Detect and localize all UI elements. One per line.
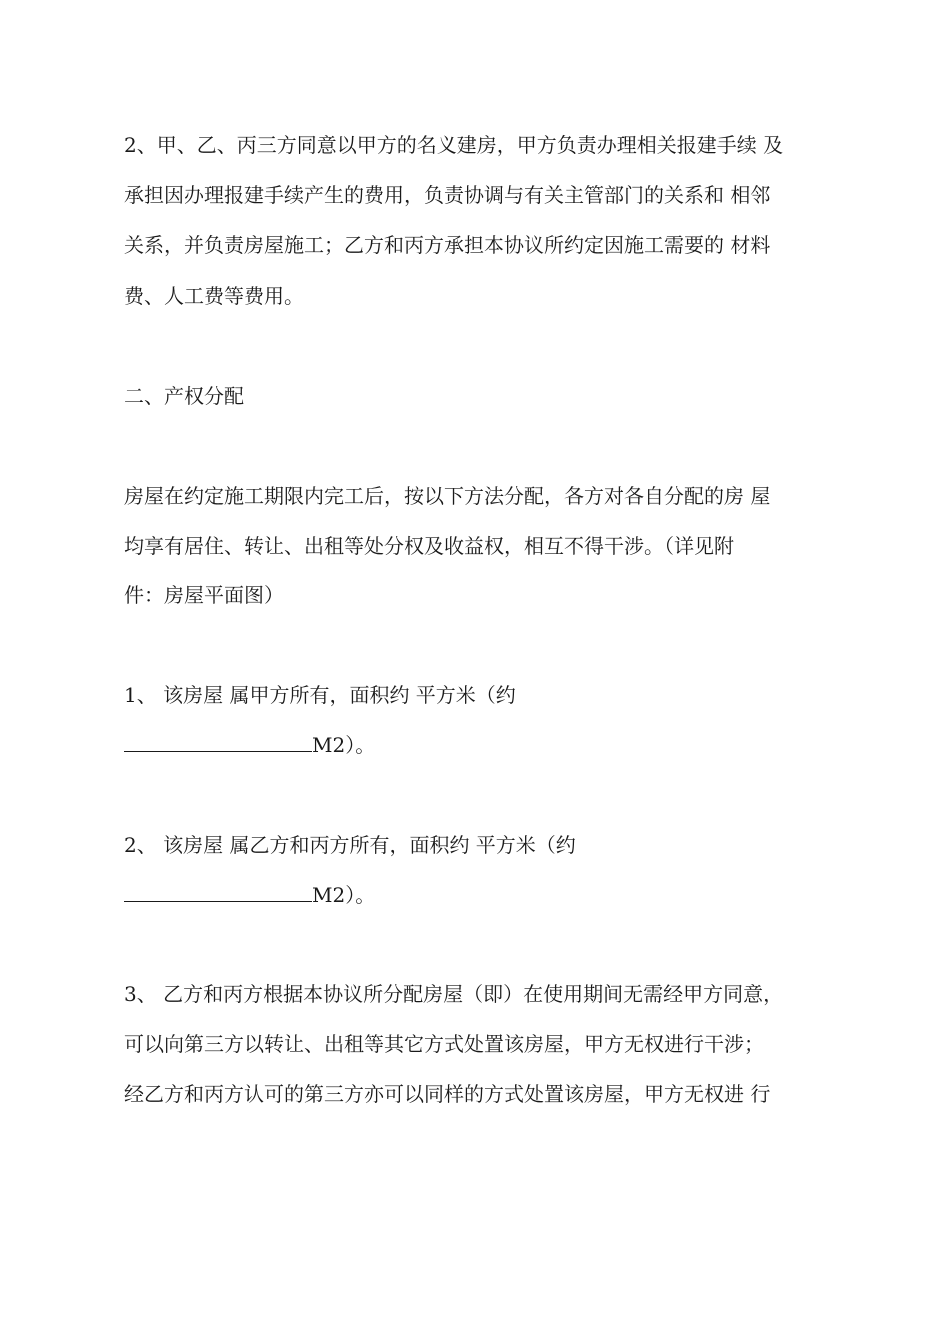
paragraph-2-line-2: 均享有居住、转让、出租等处分权及收益权，相互不得干涉。（详见附 [124, 534, 734, 558]
paragraph-2-line-3: 件：房屋平面图） [124, 583, 284, 607]
paragraph-2-line-1: 房屋在约定施工期限内完工后，按以下方法分配，各方对各自分配的房 屋 [124, 484, 771, 508]
paragraph-1-line-2: 承担因办理报建手续产生的费用，负责协调与有关主管部门的关系和 相邻 [124, 183, 771, 207]
item-2-unit: M2）。 [312, 883, 376, 907]
item-3-line-3: 经乙方和丙方认可的第三方亦可以同样的方式处置该房屋，甲方无权进 行 [124, 1082, 771, 1106]
item-1-line-1: 1、 该房屋 属甲方所有，面积约 平方米（约 [124, 683, 516, 707]
paragraph-1-line-1: 2、甲、乙、丙三方同意以甲方的名义建房，甲方负责办理相关报建手续 及 [124, 133, 784, 157]
area-blank-1 [124, 733, 312, 752]
item-3-line-1: 3、 乙方和丙方根据本协议所分配房屋（即）在使用期间无需经甲方同意， [124, 982, 784, 1006]
section-heading-property-allocation: 二、产权分配 [124, 384, 244, 408]
item-1-line-2 [124, 731, 375, 759]
area-blank-2 [124, 883, 312, 902]
item-3-line-2: 可以向第三方以转让、出租等其它方式处置该房屋，甲方无权进行干涉； [124, 1032, 764, 1056]
item-1-unit: M2）。 [312, 733, 376, 757]
paragraph-1-line-3: 关系，并负责房屋施工；乙方和丙方承担本协议所约定因施工需要的 材料 [124, 233, 771, 257]
paragraph-1-line-4: 费、人工费等费用。 [124, 284, 304, 308]
item-2-line-1: 2、 该房屋 属乙方和丙方所有，面积约 平方米（约 [124, 833, 576, 857]
item-2-line-2 [124, 881, 375, 909]
